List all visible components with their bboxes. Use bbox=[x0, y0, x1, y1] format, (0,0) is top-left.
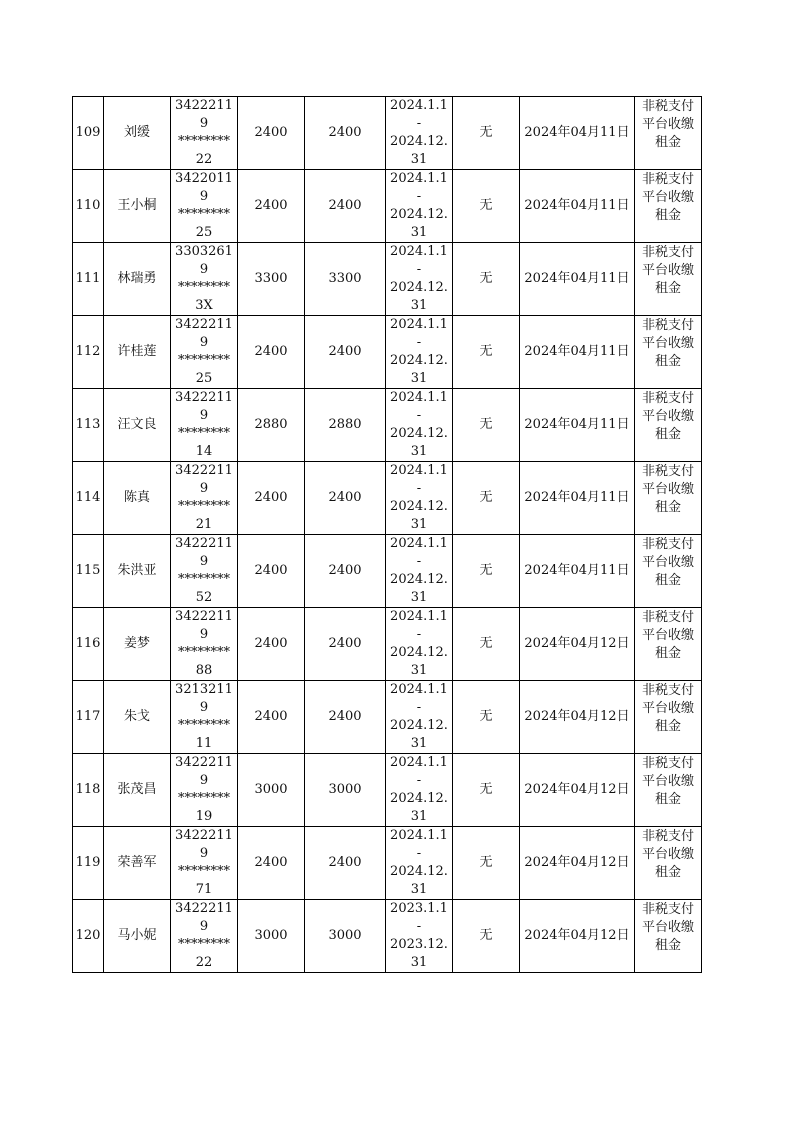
id-number-lines bbox=[175, 828, 233, 897]
id-number-line: 34222119 bbox=[175, 317, 233, 350]
rent-period-line: 2024.1.1 bbox=[390, 244, 448, 259]
rent-period-line: 31 bbox=[410, 517, 428, 532]
tenant-name: 王小桐 bbox=[104, 170, 171, 243]
rent-period bbox=[386, 535, 453, 608]
rent-period-line: 2024.12. bbox=[390, 718, 448, 733]
id-number-line: ******** bbox=[178, 718, 230, 733]
id-number bbox=[171, 170, 238, 243]
tenant-name: 荣善军 bbox=[104, 827, 171, 900]
arrears-status: 无 bbox=[453, 754, 520, 827]
payment-method-text: 非税支付平台收缴租金 bbox=[641, 463, 694, 515]
payment-method bbox=[635, 754, 702, 827]
id-number-line: ******** bbox=[178, 572, 230, 587]
rent-amount: 2400 bbox=[238, 535, 305, 608]
row-number: 116 bbox=[73, 608, 104, 681]
rent-period-line: 31 bbox=[410, 809, 428, 824]
table-row bbox=[73, 389, 702, 462]
rent-period-lines bbox=[388, 754, 450, 826]
id-number-line: 22 bbox=[195, 152, 213, 167]
id-number-line: 33032619 bbox=[175, 244, 233, 277]
payment-method bbox=[635, 608, 702, 681]
rent-period-line: 2024.12. bbox=[390, 207, 448, 222]
table-row bbox=[73, 608, 702, 681]
table-row bbox=[73, 170, 702, 243]
payment-date: 2024年04月11日 bbox=[520, 316, 635, 389]
table-row bbox=[73, 462, 702, 535]
rent-period-line: 2024.12. bbox=[390, 572, 448, 587]
rent-period-lines bbox=[388, 97, 450, 169]
rent-period-line: 2023.12. bbox=[390, 937, 448, 952]
id-number-line: 11 bbox=[195, 736, 213, 751]
arrears-status: 无 bbox=[453, 462, 520, 535]
arrears-status: 无 bbox=[453, 608, 520, 681]
payment-method-text: 非税支付平台收缴租金 bbox=[641, 317, 694, 369]
payment-method-text: 非税支付平台收缴租金 bbox=[641, 171, 694, 223]
arrears-status: 无 bbox=[453, 900, 520, 973]
id-number bbox=[171, 827, 238, 900]
rent-period-line: 2024.1.1 bbox=[390, 98, 448, 113]
id-number bbox=[171, 316, 238, 389]
payment-method-text: 非税支付平台收缴租金 bbox=[641, 828, 694, 880]
payment-method bbox=[635, 900, 702, 973]
payment-date: 2024年04月11日 bbox=[520, 97, 635, 170]
id-number-lines bbox=[175, 755, 233, 824]
paid-amount: 2400 bbox=[305, 170, 386, 243]
rent-period-line: 31 bbox=[410, 955, 428, 970]
id-number-line: 25 bbox=[195, 371, 213, 386]
id-number-line: 71 bbox=[195, 882, 213, 897]
rent-amount: 2400 bbox=[238, 170, 305, 243]
rent-period-line: 2024.12. bbox=[390, 499, 448, 514]
payment-method-text: 非税支付平台收缴租金 bbox=[641, 536, 694, 588]
rent-period bbox=[386, 97, 453, 170]
id-number-line: ******** bbox=[178, 134, 230, 149]
id-number-line: 34222119 bbox=[175, 901, 233, 934]
paid-amount: 2400 bbox=[305, 535, 386, 608]
id-number-line: ******** bbox=[178, 937, 230, 952]
rent-period bbox=[386, 681, 453, 754]
id-number-line: 3X bbox=[195, 298, 213, 313]
tenant-name: 姜梦 bbox=[104, 608, 171, 681]
rent-period bbox=[386, 462, 453, 535]
rent-period-line: - bbox=[416, 116, 422, 131]
payment-method bbox=[635, 535, 702, 608]
id-number-lines bbox=[175, 536, 233, 605]
paid-amount: 2400 bbox=[305, 97, 386, 170]
rent-period-lines bbox=[388, 243, 450, 315]
id-number-line: 34222119 bbox=[175, 98, 233, 131]
id-number-line: 34220119 bbox=[175, 171, 233, 204]
rent-period-lines bbox=[388, 608, 450, 680]
payment-method bbox=[635, 681, 702, 754]
id-number-line: 34222119 bbox=[175, 609, 233, 642]
rent-period-line: 31 bbox=[410, 882, 428, 897]
rent-period-line: 2024.1.1 bbox=[390, 171, 448, 186]
id-number-lines bbox=[175, 463, 233, 532]
id-number-lines bbox=[175, 244, 233, 313]
rent-period-line: 2024.12. bbox=[390, 426, 448, 441]
table-row bbox=[73, 535, 702, 608]
rent-period-line: 31 bbox=[410, 736, 428, 751]
id-number bbox=[171, 462, 238, 535]
rent-period-line: 2024.12. bbox=[390, 134, 448, 149]
rent-period-lines bbox=[388, 462, 450, 534]
paid-amount: 2400 bbox=[305, 608, 386, 681]
paid-amount: 2880 bbox=[305, 389, 386, 462]
table-row bbox=[73, 316, 702, 389]
rent-period-line: 2024.1.1 bbox=[390, 755, 448, 770]
rent-period-line: - bbox=[416, 408, 422, 423]
rent-amount: 3000 bbox=[238, 900, 305, 973]
row-number: 115 bbox=[73, 535, 104, 608]
payment-method-text: 非税支付平台收缴租金 bbox=[641, 901, 694, 953]
rent-period-line: 2024.12. bbox=[390, 791, 448, 806]
rent-period-line: 31 bbox=[410, 444, 428, 459]
rent-period-line: - bbox=[416, 846, 422, 861]
rent-period bbox=[386, 900, 453, 973]
id-number bbox=[171, 900, 238, 973]
rent-amount: 2880 bbox=[238, 389, 305, 462]
rent-period bbox=[386, 389, 453, 462]
rent-period-line: 31 bbox=[410, 225, 428, 240]
payment-date: 2024年04月11日 bbox=[520, 389, 635, 462]
tenant-name: 林瑞勇 bbox=[104, 243, 171, 316]
payment-method-text: 非税支付平台收缴租金 bbox=[641, 244, 694, 296]
payment-method-text: 非税支付平台收缴租金 bbox=[641, 390, 694, 442]
table-row bbox=[73, 900, 702, 973]
tenant-name: 张茂昌 bbox=[104, 754, 171, 827]
rent-period-line: - bbox=[416, 773, 422, 788]
payment-date: 2024年04月11日 bbox=[520, 170, 635, 243]
payment-date: 2024年04月12日 bbox=[520, 900, 635, 973]
rent-period-lines bbox=[388, 900, 450, 972]
id-number-line: 19 bbox=[195, 809, 213, 824]
payment-method bbox=[635, 389, 702, 462]
id-number-line: ******** bbox=[178, 426, 230, 441]
rent-period-lines bbox=[388, 681, 450, 753]
tenant-name: 陈真 bbox=[104, 462, 171, 535]
arrears-status: 无 bbox=[453, 97, 520, 170]
rent-payment-table bbox=[72, 96, 702, 973]
id-number-line: 88 bbox=[195, 663, 213, 678]
paid-amount: 2400 bbox=[305, 827, 386, 900]
rent-period-line: 2024.1.1 bbox=[390, 463, 448, 478]
tenant-name: 朱洪亚 bbox=[104, 535, 171, 608]
payment-date: 2024年04月12日 bbox=[520, 608, 635, 681]
rent-period bbox=[386, 754, 453, 827]
id-number bbox=[171, 754, 238, 827]
tenant-name: 汪文良 bbox=[104, 389, 171, 462]
payment-date: 2024年04月11日 bbox=[520, 535, 635, 608]
id-number-line: 52 bbox=[195, 590, 213, 605]
id-number bbox=[171, 97, 238, 170]
id-number-lines bbox=[175, 609, 233, 678]
row-number: 118 bbox=[73, 754, 104, 827]
rent-period-line: 31 bbox=[410, 663, 428, 678]
payment-method bbox=[635, 462, 702, 535]
rent-period-line: - bbox=[416, 554, 422, 569]
paid-amount: 3000 bbox=[305, 754, 386, 827]
payment-method bbox=[635, 827, 702, 900]
rent-period-line: 2024.1.1 bbox=[390, 317, 448, 332]
payment-method bbox=[635, 170, 702, 243]
payment-method-text: 非税支付平台收缴租金 bbox=[641, 755, 694, 807]
payment-method bbox=[635, 97, 702, 170]
payment-date: 2024年04月11日 bbox=[520, 462, 635, 535]
rent-period-line: 2024.12. bbox=[390, 353, 448, 368]
table-row bbox=[73, 243, 702, 316]
rent-period-line: 2023.1.1 bbox=[390, 901, 448, 916]
rent-table-body bbox=[73, 97, 702, 973]
payment-method bbox=[635, 316, 702, 389]
rent-period-line: 31 bbox=[410, 152, 428, 167]
rent-period bbox=[386, 608, 453, 681]
rent-period bbox=[386, 316, 453, 389]
rent-period-line: - bbox=[416, 700, 422, 715]
rent-period-line: 2024.1.1 bbox=[390, 536, 448, 551]
row-number: 117 bbox=[73, 681, 104, 754]
id-number-line: 34222119 bbox=[175, 463, 233, 496]
payment-date: 2024年04月12日 bbox=[520, 681, 635, 754]
rent-period bbox=[386, 243, 453, 316]
paid-amount: 3300 bbox=[305, 243, 386, 316]
rent-period-line: 31 bbox=[410, 590, 428, 605]
tenant-name: 朱戈 bbox=[104, 681, 171, 754]
rent-amount: 2400 bbox=[238, 97, 305, 170]
rent-amount: 2400 bbox=[238, 462, 305, 535]
id-number-line: 22 bbox=[195, 955, 213, 970]
rent-period bbox=[386, 170, 453, 243]
payment-date: 2024年04月12日 bbox=[520, 827, 635, 900]
rent-period-line: - bbox=[416, 627, 422, 642]
rent-period-line: - bbox=[416, 262, 422, 277]
id-number-line: 34222119 bbox=[175, 390, 233, 423]
tenant-name: 许桂莲 bbox=[104, 316, 171, 389]
rent-period-lines bbox=[388, 170, 450, 242]
table-row bbox=[73, 754, 702, 827]
rent-period-line: 2024.1.1 bbox=[390, 828, 448, 843]
rent-period-line: 2024.1.1 bbox=[390, 682, 448, 697]
tenant-name: 马小妮 bbox=[104, 900, 171, 973]
table-row bbox=[73, 97, 702, 170]
payment-method-text: 非税支付平台收缴租金 bbox=[641, 682, 694, 734]
payment-method bbox=[635, 243, 702, 316]
id-number-line: ******** bbox=[178, 499, 230, 514]
paid-amount: 3000 bbox=[305, 900, 386, 973]
row-number: 111 bbox=[73, 243, 104, 316]
arrears-status: 无 bbox=[453, 389, 520, 462]
arrears-status: 无 bbox=[453, 243, 520, 316]
rent-period-lines bbox=[388, 535, 450, 607]
id-number bbox=[171, 389, 238, 462]
id-number-line: ******** bbox=[178, 864, 230, 879]
id-number-line: ******** bbox=[178, 207, 230, 222]
arrears-status: 无 bbox=[453, 535, 520, 608]
id-number-line: 32132119 bbox=[175, 682, 233, 715]
rent-period bbox=[386, 827, 453, 900]
id-number-lines bbox=[175, 317, 233, 386]
rent-period-lines bbox=[388, 316, 450, 388]
row-number: 109 bbox=[73, 97, 104, 170]
rent-period-line: - bbox=[416, 481, 422, 496]
paid-amount: 2400 bbox=[305, 316, 386, 389]
payment-date: 2024年04月11日 bbox=[520, 243, 635, 316]
rent-amount: 2400 bbox=[238, 608, 305, 681]
table-row bbox=[73, 827, 702, 900]
id-number-lines bbox=[175, 171, 233, 240]
rent-period-line: - bbox=[416, 189, 422, 204]
payment-method-text: 非税支付平台收缴租金 bbox=[641, 98, 694, 150]
id-number bbox=[171, 535, 238, 608]
id-number-line: 21 bbox=[195, 517, 213, 532]
rent-period-lines bbox=[388, 827, 450, 899]
arrears-status: 无 bbox=[453, 170, 520, 243]
id-number-line: ******** bbox=[178, 645, 230, 660]
id-number-line: ******** bbox=[178, 353, 230, 368]
row-number: 113 bbox=[73, 389, 104, 462]
id-number-line: ******** bbox=[178, 791, 230, 806]
id-number bbox=[171, 681, 238, 754]
id-number-line: 25 bbox=[195, 225, 213, 240]
arrears-status: 无 bbox=[453, 316, 520, 389]
rent-amount: 2400 bbox=[238, 681, 305, 754]
rent-amount: 2400 bbox=[238, 316, 305, 389]
id-number-lines bbox=[175, 98, 233, 167]
rent-amount: 3000 bbox=[238, 754, 305, 827]
rent-period-line: 2024.1.1 bbox=[390, 609, 448, 624]
rent-amount: 2400 bbox=[238, 827, 305, 900]
id-number-lines bbox=[175, 682, 233, 751]
id-number-lines bbox=[175, 901, 233, 970]
id-number bbox=[171, 608, 238, 681]
arrears-status: 无 bbox=[453, 827, 520, 900]
id-number-line: 34222119 bbox=[175, 755, 233, 788]
row-number: 120 bbox=[73, 900, 104, 973]
id-number bbox=[171, 243, 238, 316]
row-number: 112 bbox=[73, 316, 104, 389]
id-number-line: 14 bbox=[195, 444, 213, 459]
rent-period-line: 2024.12. bbox=[390, 864, 448, 879]
rent-period-line: 31 bbox=[410, 371, 428, 386]
tenant-name: 刘缓 bbox=[104, 97, 171, 170]
table-row bbox=[73, 681, 702, 754]
arrears-status: 无 bbox=[453, 681, 520, 754]
rent-period-line: 31 bbox=[410, 298, 428, 313]
rent-period-line: 2024.12. bbox=[390, 645, 448, 660]
rent-period-line: - bbox=[416, 335, 422, 350]
payment-date: 2024年04月12日 bbox=[520, 754, 635, 827]
row-number: 114 bbox=[73, 462, 104, 535]
paid-amount: 2400 bbox=[305, 681, 386, 754]
rent-period-line: 2024.1.1 bbox=[390, 390, 448, 405]
rent-period-line: - bbox=[416, 919, 422, 934]
id-number-line: ******** bbox=[178, 280, 230, 295]
rent-period-lines bbox=[388, 389, 450, 461]
rent-period-line: 2024.12. bbox=[390, 280, 448, 295]
row-number: 110 bbox=[73, 170, 104, 243]
rent-amount: 3300 bbox=[238, 243, 305, 316]
row-number: 119 bbox=[73, 827, 104, 900]
paid-amount: 2400 bbox=[305, 462, 386, 535]
payment-method-text: 非税支付平台收缴租金 bbox=[641, 609, 694, 661]
id-number-line: 34222119 bbox=[175, 828, 233, 861]
id-number-line: 34222119 bbox=[175, 536, 233, 569]
id-number-lines bbox=[175, 390, 233, 459]
